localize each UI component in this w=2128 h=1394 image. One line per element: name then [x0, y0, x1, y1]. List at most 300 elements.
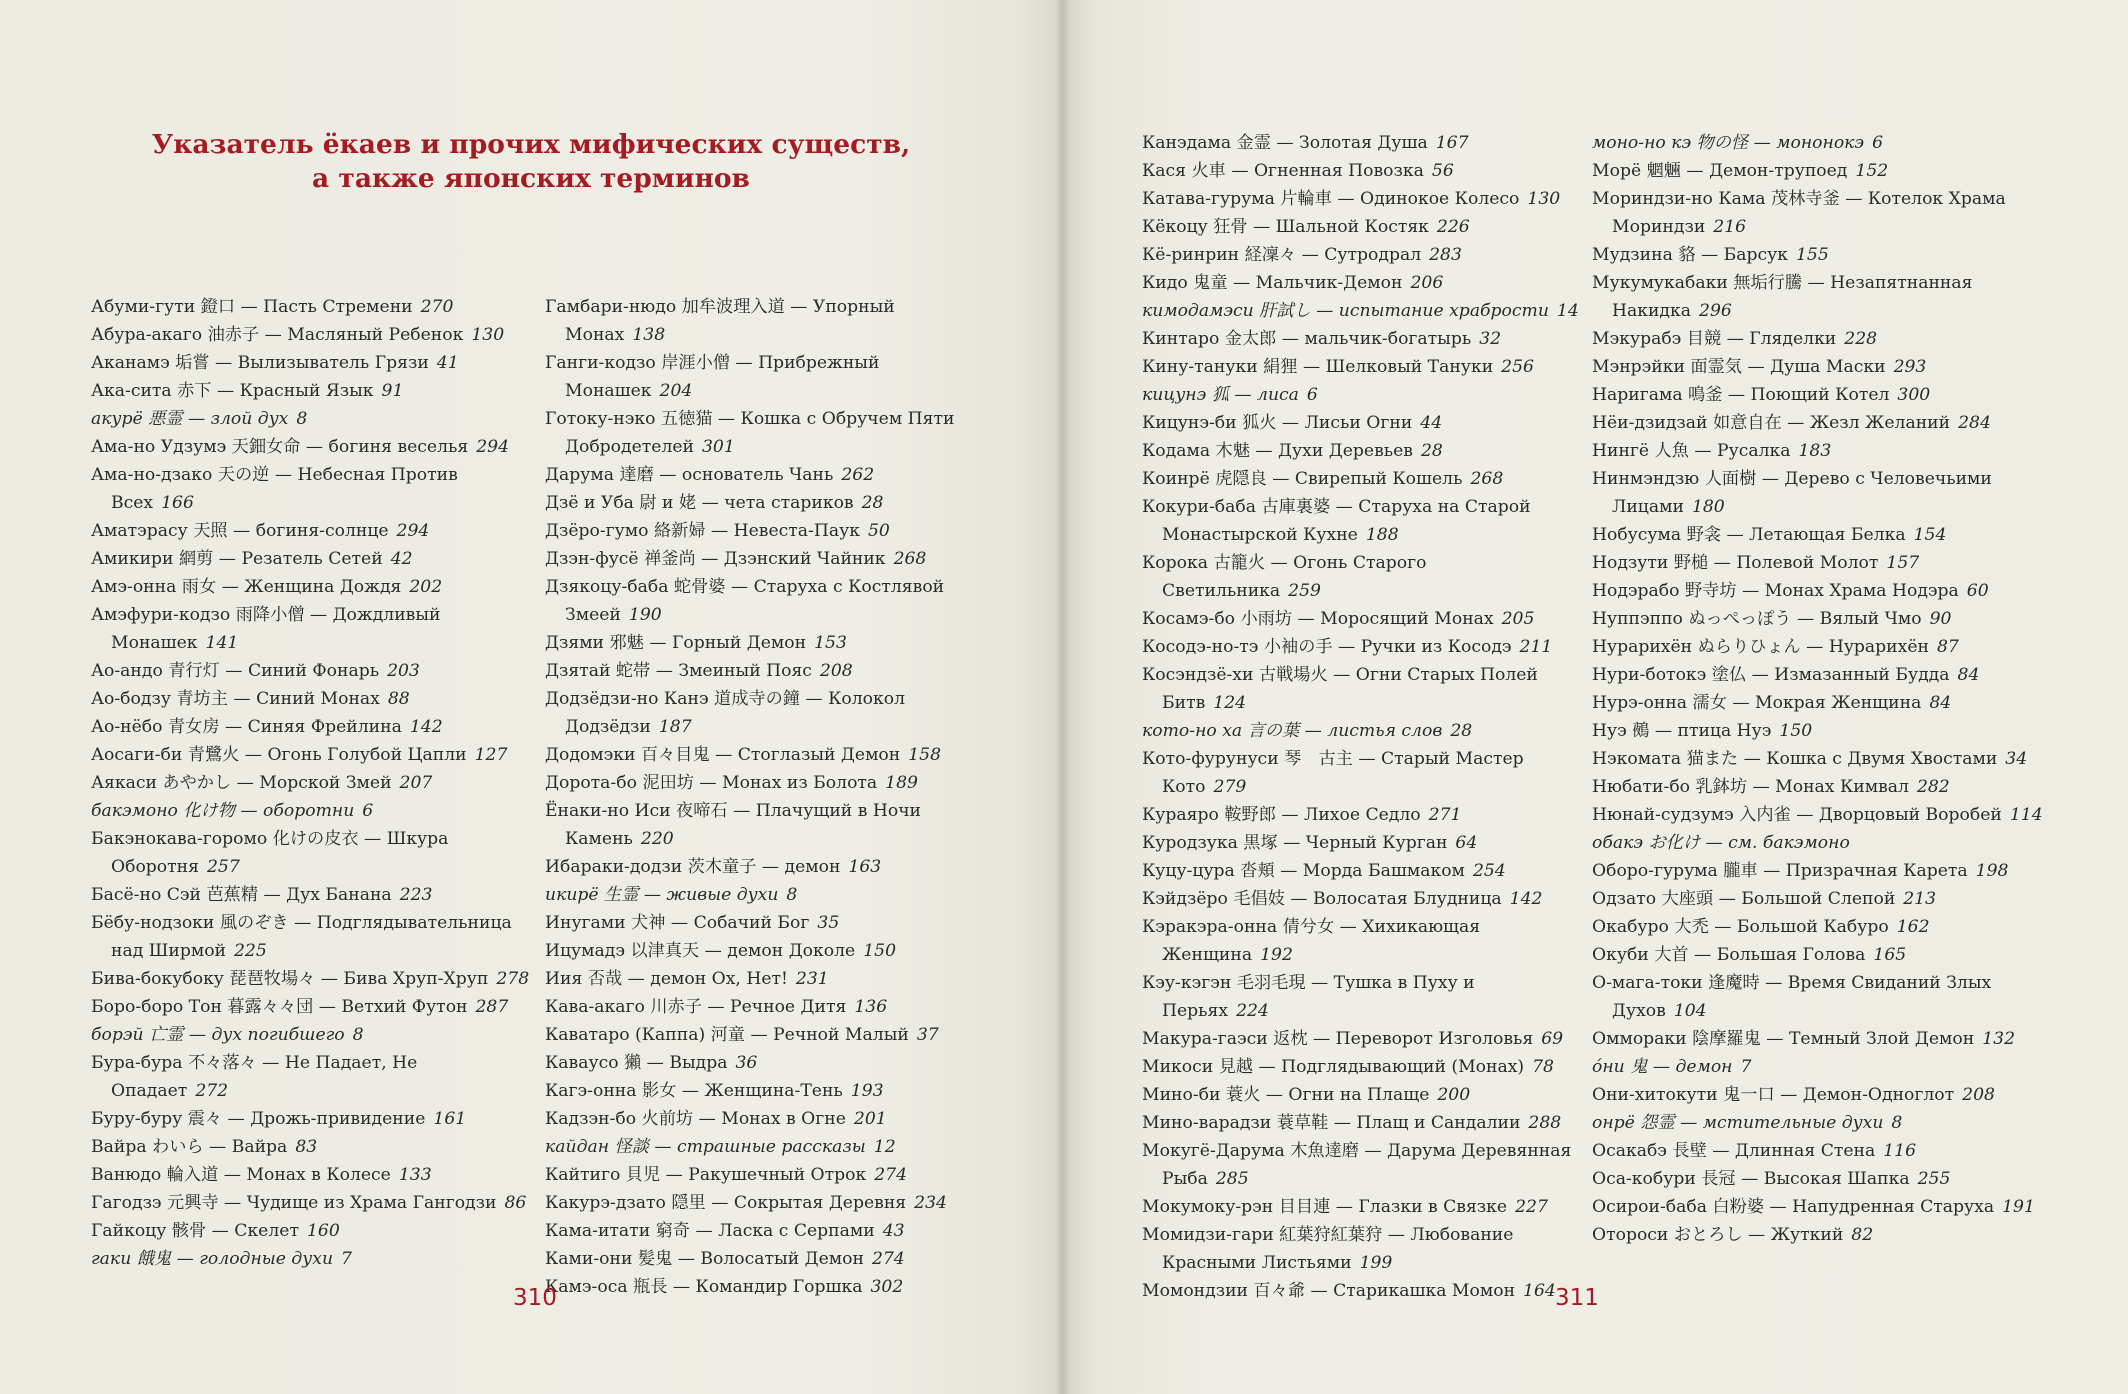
index-entry-page: 150: [863, 941, 897, 961]
index-entry-term: бакэмоно 化け物 — оборотни: [91, 801, 355, 821]
index-entry-page: 300: [1897, 385, 1931, 405]
page-number-right: 311: [1555, 1285, 1599, 1311]
index-entry-term: Абура-акаго 油赤子 — Масляный Ребенок: [91, 325, 464, 345]
index-entry-page: 142: [409, 717, 443, 737]
index-entry-page: 167: [1435, 133, 1469, 153]
index-entry-term: Бакэнокава-горомо 化けの皮衣 — Шкура Оборотня: [91, 829, 449, 877]
index-entry-term: Морё 魍魎 — Демон-трупоед: [1592, 161, 1848, 181]
index-entry-term: Дарума 達磨 — основатель Чань: [545, 465, 834, 485]
index-entry-page: 279: [1213, 777, 1247, 797]
index-entry: [1142, 409, 1582, 437]
index-entry-page: 56: [1431, 161, 1454, 181]
index-entry-term: Кагэ-онна 影女 — Женщина-Тень: [545, 1081, 843, 1101]
index-entry-page: 302: [870, 1277, 904, 1297]
index-entry-term: Басё-но Сэй 芭蕉精 — Дух Банана: [91, 885, 392, 905]
index-entry-term: Амэфури-кодзо 雨降小僧 — Дождливый Монашек: [91, 605, 441, 653]
index-entry: [1592, 1081, 2044, 1109]
index-entry-term: Буру-буру 震々 — Дрожь-привидение: [91, 1109, 426, 1129]
index-entry-term: Мокумоку-рэн 目目連 — Глазки в Связке: [1142, 1197, 1508, 1217]
index-entry-page: 8: [296, 409, 308, 429]
index-entry: [91, 1133, 531, 1161]
index-entry-term: Нинмэндзю 人面樹 — Дерево с Человечьими Лицами: [1592, 469, 1992, 517]
index-entry-page: 234: [914, 1193, 947, 1213]
index-entry-term: Косэндзё-хи 古戦場火 — Огни Старых Полей Битв: [1142, 665, 1538, 713]
index-entry-term: Кидо 鬼童 — Мальчик-Демон: [1142, 273, 1403, 293]
index-entry-term: Амикири 網剪 — Резатель Сетей: [91, 549, 383, 569]
index-entry: [1142, 1277, 1582, 1305]
index-entry-page: 191: [2002, 1197, 2035, 1217]
index-entry-term: Кицунэ-би 狐火 — Лисьи Огни: [1142, 413, 1413, 433]
index-entry-term: Оборо-гурума 朧車 — Призрачная Карета: [1592, 861, 1968, 881]
index-entry-page: 88: [387, 689, 410, 709]
index-entry-term: Нингё 人魚 — Русалка: [1592, 441, 1791, 461]
index-entry-term: Нюнай-судзумэ 入内雀 — Дворцовый Воробей: [1592, 805, 2002, 825]
index-entry-page: 205: [1501, 609, 1535, 629]
index-entry: [1592, 269, 2044, 325]
index-entry: [1592, 1025, 2044, 1053]
index-column-1: [91, 293, 531, 1273]
index-entry-term: Ама-но Удзумэ 天鈿女命 — богиня веселья: [91, 437, 469, 457]
index-entry: [545, 1049, 985, 1077]
index-entry: [1142, 465, 1582, 493]
index-entry: [1592, 689, 2044, 717]
index-entry-term: О-мага-токи 逢魔時 — Время Свиданий Злых Духов: [1592, 973, 1992, 1021]
index-entry-term: Кама-итати 窮奇 — Ласка с Серпами: [545, 1221, 875, 1241]
index-entry: [1592, 1165, 2044, 1193]
index-entry: [91, 461, 531, 517]
index-entry-page: 34: [2005, 749, 2028, 769]
index-entry-page: 133: [398, 1165, 432, 1185]
index-entry: [91, 1161, 531, 1189]
index-entry: [91, 769, 531, 797]
index-entry: [545, 461, 985, 489]
index-entry: [1142, 1193, 1582, 1221]
index-entry-term: Одзато 大座頭 — Большой Слепой: [1592, 889, 1896, 909]
index-entry: [1142, 381, 1582, 409]
index-entry: [1592, 381, 2044, 409]
index-entry-term: Кё-ринрин 経凜々 — Сутродрал: [1142, 245, 1422, 265]
index-entry-term: Ибараки-додзи 茨木童子 — демон: [545, 857, 841, 877]
index-entry-page: 7: [1740, 1057, 1752, 1077]
index-entry: [91, 321, 531, 349]
index-entry: [545, 965, 985, 993]
index-entry-page: 116: [1883, 1141, 1917, 1161]
index-entry: [1592, 409, 2044, 437]
index-entry: [1592, 801, 2044, 829]
index-entry-term: Кокури-баба 古庫裏婆 — Старуха на Старой Монастырской Кухне: [1142, 497, 1531, 545]
index-entry-page: 257: [206, 857, 240, 877]
index-entry-term: Боро-боро Тон 暮露々々団 — Ветхий Футон: [91, 997, 468, 1017]
index-column-2: [545, 293, 985, 1301]
index-entry-page: 183: [1798, 441, 1832, 461]
index-entry-term: Нуэ 鵺 — птица Нуэ: [1592, 721, 1772, 741]
index-entry: [91, 797, 531, 825]
index-entry-term: Кайтиго 貝児 — Ракушечный Отрок: [545, 1165, 867, 1185]
index-entry: [91, 881, 531, 909]
index-entry-term: Кадзэн-бо 火前坊 — Монах в Огне: [545, 1109, 846, 1129]
index-entry-term: Нурэ-онна 濡女 — Мокрая Женщина: [1592, 693, 1922, 713]
index-entry-page: 127: [474, 745, 508, 765]
index-entry: [1142, 185, 1582, 213]
index-entry-page: 199: [1359, 1253, 1393, 1273]
index-entry: [545, 1105, 985, 1133]
index-entry: [1142, 745, 1582, 801]
index-entry-page: 82: [1851, 1225, 1874, 1245]
index-entry-page: 42: [390, 549, 413, 569]
index-entry-page: 268: [893, 549, 927, 569]
index-entry-term: Кэракэра-онна 倩兮女 — Хихикающая Женщина: [1142, 917, 1481, 965]
index-entry-term: Нодзути 野槌 — Полевой Молот: [1592, 553, 1879, 573]
index-entry-term: Ао-андо 青行灯 — Синий Фонарь: [91, 661, 380, 681]
index-entry-term: Косамэ-бо 小雨坊 — Моросящий Монах: [1142, 609, 1494, 629]
index-entry: [545, 293, 985, 349]
index-entry-term: Гагодзэ 元興寺 — Чудище из Храма Гангодзи: [91, 1193, 497, 1213]
index-entry: [545, 769, 985, 797]
index-entry: [91, 601, 531, 657]
index-entry: [91, 741, 531, 769]
index-entry-page: 190: [628, 605, 662, 625]
index-entry-page: 104: [1673, 1001, 1707, 1021]
index-entry: [1592, 353, 2044, 381]
index-entry-term: Кину-тануки 絹狸 — Шелковый Тануки: [1142, 357, 1494, 377]
index-entry-page: 36: [735, 1053, 758, 1073]
left-page: [0, 0, 1062, 1394]
index-entry: [1142, 353, 1582, 381]
index-entry-page: 50: [867, 521, 890, 541]
index-entry: [1592, 1137, 2044, 1165]
index-entry-page: 206: [1410, 273, 1444, 293]
index-entry: [1592, 1053, 2044, 1081]
index-entry: [1592, 717, 2044, 745]
index-entry-term: Аосаги-би 青鷺火 — Огонь Голубой Цапли: [91, 745, 467, 765]
index-entry-term: Момидзи-гари 紅葉狩紅葉狩 — Любование Красными Листьями: [1142, 1225, 1514, 1273]
index-entry-page: 78: [1532, 1057, 1554, 1077]
index-entry: [545, 349, 985, 405]
index-entry-page: 6: [1306, 385, 1318, 405]
index-entry-page: 37: [916, 1025, 939, 1045]
index-entry: [1142, 717, 1582, 745]
index-entry-page: 35: [817, 913, 840, 933]
index-entry-page: 130: [1527, 189, 1561, 209]
index-entry-page: 259: [1288, 581, 1321, 601]
index-entry-term: Кава-акаго 川赤子 — Речное Дитя: [545, 997, 847, 1017]
index-entry: [1142, 297, 1582, 325]
index-entry-page: 87: [1936, 637, 1959, 657]
index-entry-page: 274: [874, 1165, 908, 1185]
index-entry-term: Мукумукабаки 無垢行騰 — Незапятнанная Накидка: [1592, 273, 1973, 321]
index-entry-page: 256: [1501, 357, 1534, 377]
index-entry: [1142, 661, 1582, 717]
index-title-line-1: Указатель ёкаев и прочих мифических существ,: [151, 129, 911, 160]
index-entry: [91, 825, 531, 881]
index-entry-term: Дзэн-фусё 禅釜尚 — Дзэнский Чайник: [545, 549, 886, 569]
index-entry: [1142, 549, 1582, 605]
index-entry-page: 32: [1479, 329, 1502, 349]
index-entry-term: Гайкоцу 骸骨 — Скелет: [91, 1221, 299, 1241]
index-entry-page: 228: [1844, 329, 1878, 349]
index-entry-term: борэй 亡霊 — дух погибшего: [91, 1025, 345, 1045]
index-entry-term: Момондзии 百々爺 — Старикашка Момон: [1142, 1281, 1516, 1301]
index-entry: [91, 713, 531, 741]
index-entry: [1592, 1109, 2044, 1137]
index-entry-page: 152: [1855, 161, 1889, 181]
index-entry: [545, 881, 985, 909]
index-entry-term: Дорота-бо 泥田坊 — Монах из Болота: [545, 773, 878, 793]
index-entry: [1592, 885, 2044, 913]
index-entry-term: обакэ お化け — см. бакэмоно: [1592, 833, 1850, 853]
index-entry: [545, 1133, 985, 1161]
index-entry-term: Нёи-дзидзай 如意自在 — Жезл Желаний: [1592, 413, 1951, 433]
index-entry-page: 166: [161, 493, 194, 513]
index-entry-page: 202: [409, 577, 443, 597]
index-entry-page: 91: [381, 381, 404, 401]
index-entry-page: 227: [1515, 1197, 1548, 1217]
index-entry: [91, 517, 531, 545]
index-entry-term: гаки 餓鬼 — голодные духи: [91, 1249, 334, 1269]
index-entry-page: 154: [1913, 525, 1947, 545]
index-entry-term: Мэнрэйки 面霊気 — Душа Маски: [1592, 357, 1886, 377]
index-entry-term: Мэкурабэ 目競 — Гляделки: [1592, 329, 1837, 349]
index-entry-term: Ёнаки-но Иси 夜啼石 — Плачущий в Ночи Камень: [545, 801, 922, 849]
index-entry: [91, 657, 531, 685]
index-entry-page: 203: [387, 661, 420, 681]
index-entry: [545, 797, 985, 853]
index-entry: [1142, 129, 1582, 157]
index-entry-page: 268: [1470, 469, 1504, 489]
index-entry: [545, 937, 985, 965]
index-entry-page: 160: [306, 1221, 340, 1241]
index-entry-term: Оса-кобури 長冠 — Высокая Шапка: [1592, 1169, 1910, 1189]
index-entry-term: акурё 悪霊 — злой дух: [91, 409, 289, 429]
index-entry-page: 138: [632, 325, 666, 345]
index-entry-term: Камэ-оса 瓶長 — Командир Горшка: [545, 1277, 863, 1297]
index-entry-term: Кэу-кэгэн 毛羽毛現 — Тушка в Пуху и Перьях: [1142, 973, 1475, 1021]
index-entry-term: Готоку-нэко 五徳猫 — Кошка с Обручем Пяти Добродетелей: [545, 409, 955, 457]
index-entry: [91, 965, 531, 993]
index-entry-page: 157: [1886, 553, 1920, 573]
index-entry-term: Ама-но-дзако 天の逆 — Небесная Против Всех: [91, 465, 458, 513]
index-entry-page: 198: [1975, 861, 2009, 881]
index-entry-page: 8: [1891, 1113, 1903, 1133]
index-entry-term: Осакабэ 長壁 — Длинная Стена: [1592, 1141, 1876, 1161]
index-entry: [1142, 213, 1582, 241]
index-entry: [1592, 857, 2044, 885]
index-entry: [91, 1049, 531, 1105]
index-entry-page: 270: [420, 297, 454, 317]
index-entry-page: 272: [195, 1081, 229, 1101]
index-entry: [91, 1245, 531, 1273]
index-entry-page: 271: [1428, 805, 1462, 825]
index-entry-page: 180: [1691, 497, 1725, 517]
index-entry-term: Мориндзи-но Кама 茂林寺釜 — Котелок Храма Мориндзи: [1592, 189, 2006, 237]
index-entry-page: 288: [1528, 1113, 1562, 1133]
index-entry-page: 192: [1260, 945, 1293, 965]
index-entry-term: Оммораки 陰摩羅鬼 — Темный Злой Демон: [1592, 1029, 1975, 1049]
index-entry-page: 142: [1509, 889, 1543, 909]
index-entry-page: 283: [1429, 245, 1462, 265]
index-entry-page: 301: [702, 437, 735, 457]
index-entry-page: 43: [882, 1221, 905, 1241]
index-entry: [1142, 1025, 1582, 1053]
index-entry-term: Бура-бура 不々落々 — Не Падает, Не Опадает: [91, 1053, 418, 1101]
index-entry-term: кото-но ха 言の葉 — листья слов: [1142, 721, 1443, 741]
index-entry: [545, 1021, 985, 1049]
index-entry-page: 28: [861, 493, 884, 513]
index-entry-page: 224: [1236, 1001, 1269, 1021]
index-entry-term: Косодэ-но-тэ 小袖の手 — Ручки из Косодэ: [1142, 637, 1512, 657]
index-entry-term: Ао-нёбо 青女房 — Синяя Фрейлина: [91, 717, 402, 737]
index-entry: [91, 1217, 531, 1245]
index-entry: [91, 405, 531, 433]
index-entry: [1142, 269, 1582, 297]
index-entry-page: 44: [1420, 413, 1443, 433]
index-entry: [545, 545, 985, 573]
index-entry: [545, 1273, 985, 1301]
index-entry: [1142, 633, 1582, 661]
index-entry-term: онрё 怨霊 — мстительные духи: [1592, 1113, 1884, 1133]
index-entry-term: Мудзина 貉 — Барсук: [1592, 245, 1788, 265]
index-entry-term: Нобусума 野衾 — Летающая Белка: [1592, 525, 1906, 545]
index-column-3: [1142, 129, 1582, 1305]
index-entry-page: 84: [1957, 665, 1980, 685]
index-entry-term: кайдан 怪談 — страшные рассказы: [545, 1137, 866, 1157]
index-entry-term: Окабуро 大禿 — Большой Кабуро: [1592, 917, 1889, 937]
index-entry: [1592, 745, 2044, 773]
index-entry: [91, 993, 531, 1021]
index-entry: [91, 1021, 531, 1049]
index-entry: [1142, 857, 1582, 885]
right-page: [1062, 0, 2128, 1394]
index-entry: [1592, 829, 2044, 857]
index-entry-page: 216: [1713, 217, 1747, 237]
index-entry: [1592, 465, 2044, 521]
index-entry-term: Какурэ-дзато 隠里 — Сокрытая Деревня: [545, 1193, 907, 1213]
index-entry-page: 255: [1917, 1169, 1951, 1189]
index-entry-page: 293: [1893, 357, 1927, 377]
index-entry-page: 294: [476, 437, 510, 457]
index-entry: [545, 909, 985, 937]
index-entry-term: Ао-бодзу 青坊主 — Синий Монах: [91, 689, 380, 709]
index-entry-page: 141: [205, 633, 239, 653]
index-entry-page: 188: [1365, 525, 1399, 545]
index-entry: [1142, 969, 1582, 1025]
index-entry-page: 193: [850, 1081, 884, 1101]
index-entry: [545, 657, 985, 685]
index-entry: [1592, 969, 2044, 1025]
index-entry: [1592, 241, 2044, 269]
index-entry-term: Нэкомата 猫また — Кошка с Двумя Хвостами: [1592, 749, 1998, 769]
index-entry-page: 161: [433, 1109, 467, 1129]
index-entry-term: Микоси 見越 — Подглядывающий (Монах): [1142, 1057, 1525, 1077]
index-entry-page: 164: [1523, 1281, 1556, 1301]
index-entry-term: Вайра わいら — Вайра: [91, 1137, 288, 1157]
index-entry: [1142, 885, 1582, 913]
index-entry-page: 8: [786, 885, 798, 905]
index-entry-page: 278: [496, 969, 530, 989]
index-entry-term: Каватаро (Каппа) 河童 — Речной Малый: [545, 1025, 909, 1045]
index-entry-page: 296: [1699, 301, 1732, 321]
index-entry: [1142, 1137, 1582, 1193]
index-entry-term: Дзякоцу-баба 蛇骨婆 — Старуха с Костлявой Змеей: [545, 577, 945, 625]
index-entry-page: 64: [1455, 833, 1478, 853]
index-entry-page: 90: [1929, 609, 1952, 629]
index-entry-term: Нодэрабо 野寺坊 — Монах Храма Нодэра: [1592, 581, 1959, 601]
index-entry-term: Аякаси あやかし — Морской Змей: [91, 773, 392, 793]
page-number-left: 310: [513, 1285, 557, 1311]
index-entry-term: Аматэрасу 天照 — богиня-солнце: [91, 521, 389, 541]
index-entry-term: Наригама 鳴釜 — Поющий Котел: [1592, 385, 1890, 405]
index-entry-page: 114: [2009, 805, 2043, 825]
index-entry: [545, 1217, 985, 1245]
index-entry: [1592, 577, 2044, 605]
index-title-line-2: а также японских терминов: [312, 163, 750, 194]
index-entry-term: Аканамэ 垢嘗 — Вылизыватель Грязи: [91, 353, 429, 373]
index-entry-page: 28: [1420, 441, 1443, 461]
index-entry-term: Нуппэппо ぬっぺっぽう — Вялый Чмо: [1592, 609, 1922, 629]
index-entry-page: 211: [1519, 637, 1553, 657]
index-entry: [1142, 325, 1582, 353]
index-entry-term: Мино-би 蓑火 — Огни на Плаще: [1142, 1085, 1430, 1105]
index-entry: [1592, 633, 2044, 661]
index-entry-term: Отороси おとろし — Жуткий: [1592, 1225, 1844, 1245]
index-entry-page: 285: [1215, 1169, 1249, 1189]
index-entry: [545, 1189, 985, 1217]
index-entry: [1142, 1221, 1582, 1277]
index-entry-term: Кото-фурунуси 琴 古主 — Старый Мастер Кото: [1142, 749, 1524, 797]
index-entry: [545, 993, 985, 1021]
index-entry-page: 287: [475, 997, 509, 1017]
index-entry-page: 165: [1873, 945, 1907, 965]
index-entry-page: 130: [471, 325, 505, 345]
index-entry: [1142, 493, 1582, 549]
index-entry: [1592, 437, 2044, 465]
index-entry-page: 86: [504, 1193, 527, 1213]
index-entry-page: 208: [1962, 1085, 1995, 1105]
index-entry: [545, 517, 985, 545]
index-entry-term: кицунэ 狐 — лиса: [1142, 385, 1299, 405]
index-entry-term: Они-хитокути 鬼一口 — Демон-Одноглот: [1592, 1085, 1955, 1105]
index-entry: [91, 377, 531, 405]
index-entry: [1142, 829, 1582, 857]
index-entry-term: Гамбари-нюдо 加牟波理入道 — Упорный Монах: [545, 297, 895, 345]
index-entry: [1142, 801, 1582, 829]
index-entry-term: Коинрё 虎隠良 — Свирепый Кошель: [1142, 469, 1463, 489]
index-entry: [91, 573, 531, 601]
index-entry-term: Инугами 犬神 — Собачий Бог: [545, 913, 810, 933]
index-entry-page: 6: [362, 801, 374, 821]
index-entry-page: 14: [1556, 301, 1579, 321]
index-entry-term: Мино-варадзи 蓑草鞋 — Плащ и Сандалии: [1142, 1113, 1521, 1133]
index-entry-term: Осирои-баба 白粉婆 — Напудренная Старуха: [1592, 1197, 1995, 1217]
index-entry-page: 225: [234, 941, 267, 961]
index-entry: [1592, 185, 2044, 241]
index-entry: [1592, 521, 2044, 549]
index-entry: [91, 433, 531, 461]
index-entry-page: 41: [436, 353, 459, 373]
index-entry-page: 136: [854, 997, 888, 1017]
index-entry-term: Нюбати-бо 乳鉢坊 — Монах Кимвал: [1592, 777, 1909, 797]
index-entry: [1142, 437, 1582, 465]
index-entry-term: Ака-сита 赤下 — Красный Язык: [91, 381, 374, 401]
index-entry-page: 284: [1958, 413, 1991, 433]
index-entry-term: Кася 火車 — Огненная Повозка: [1142, 161, 1424, 181]
index-entry-page: 84: [1929, 693, 1952, 713]
index-entry-page: 155: [1795, 245, 1829, 265]
index-entry: [1592, 549, 2044, 577]
index-entry-page: 226: [1436, 217, 1470, 237]
index-entry-term: Мокугё-Дарума 木魚達磨 — Дарума Деревянная Рыба: [1142, 1141, 1572, 1189]
index-entry-page: 7: [341, 1249, 352, 1269]
